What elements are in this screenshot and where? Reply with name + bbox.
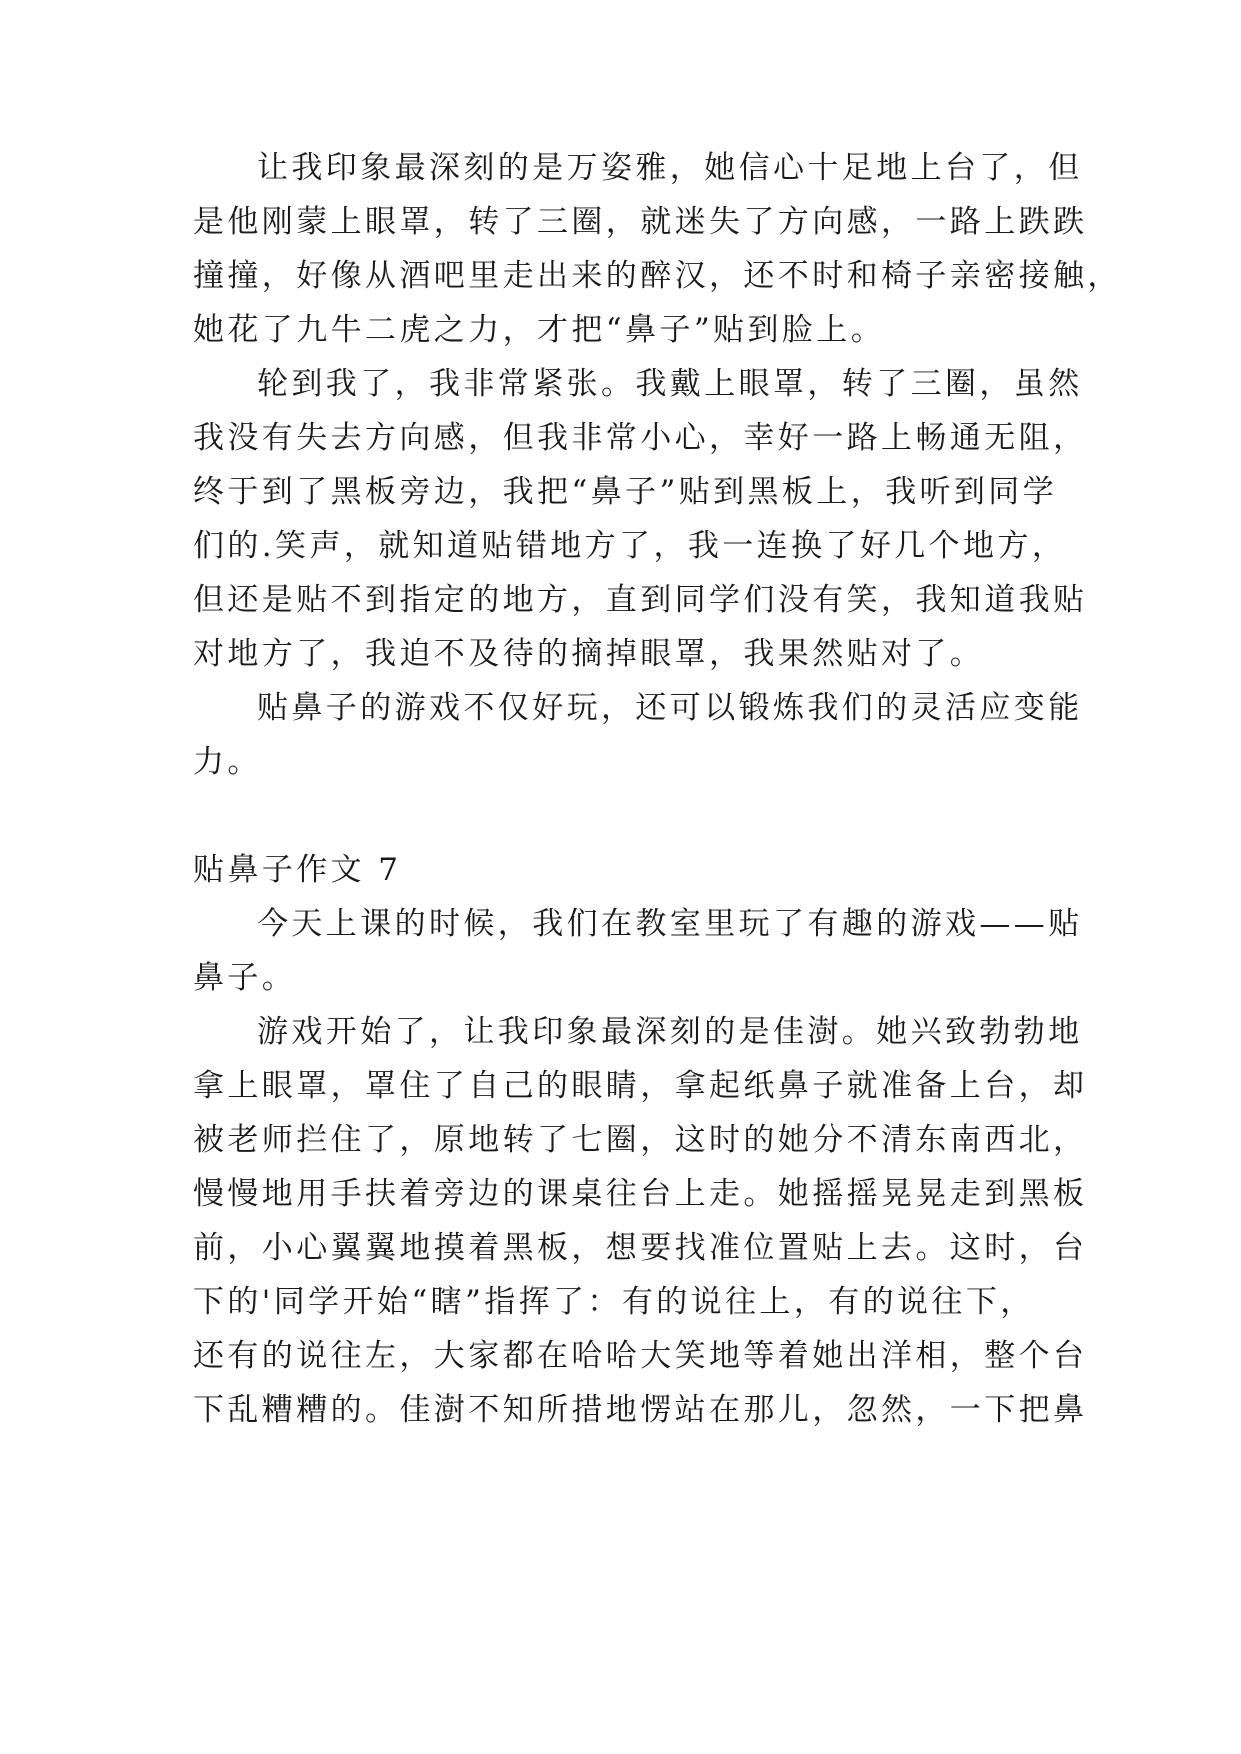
paragraph-line: 下乱糟糟的。佳澍不知所措地愣站在那儿，忽然，一下把鼻 xyxy=(193,1392,1088,1428)
paragraph-line: 下的'同学开始“瞎”指挥了：有的说往上，有的说往下， xyxy=(193,1284,1035,1320)
section-title: 贴鼻子作文 7 xyxy=(193,852,402,888)
paragraph-line: 但还是贴不到指定的地方，直到同学们没有笑，我知道我贴 xyxy=(193,582,1088,618)
paragraph-line: 贴鼻子的游戏不仅好玩，还可以锻炼我们的灵活应变能 xyxy=(257,690,1083,726)
paragraph-line: 今天上课的时候，我们在教室里玩了有趣的游戏——贴 xyxy=(257,906,1083,942)
paragraph-line: 让我印象最深刻的是万姿雅，她信心十足地上台了，但 xyxy=(257,150,1083,186)
paragraph-line: 是他刚蒙上眼罩，转了三圈，就迷失了方向感，一路上跌跌 xyxy=(193,204,1088,240)
paragraph-line: 她花了九牛二虎之力，才把“鼻子”贴到脸上。 xyxy=(193,312,886,348)
paragraph-line: 们的.笑声，就知道贴错地方了，我一连换了好几个地方， xyxy=(193,528,1067,564)
paragraph-line: 力。 xyxy=(193,744,262,780)
paragraph-line: 终于到了黑板旁边，我把“鼻子”贴到黑板上，我听到同学 xyxy=(193,474,1058,510)
paragraph-line: 拿上眼罩，罩住了自己的眼睛，拿起纸鼻子就准备上台，却 xyxy=(193,1068,1088,1104)
paragraph-line: 鼻子。 xyxy=(193,960,297,996)
paragraph-line: 撞撞，好像从酒吧里走出来的醉汉，还不时和椅子亲密接触， xyxy=(193,258,1122,294)
paragraph-line: 轮到我了，我非常紧张。我戴上眼罩，转了三圈，虽然 xyxy=(257,366,1083,402)
paragraph-line: 游戏开始了，让我印象最深刻的是佳澍。她兴致勃勃地 xyxy=(257,1014,1083,1050)
paragraph-line: 被老师拦住了，原地转了七圈，这时的她分不清东南西北， xyxy=(193,1122,1088,1158)
paragraph-line: 还有的说往左，大家都在哈哈大笑地等着她出洋相，整个台 xyxy=(193,1338,1088,1374)
paragraph-line: 我没有失去方向感，但我非常小心，幸好一路上畅通无阻， xyxy=(193,420,1088,456)
paragraph-line: 慢慢地用手扶着旁边的课桌往台上走。她摇摇晃晃走到黑板 xyxy=(193,1176,1088,1212)
paragraph-line: 前，小心翼翼地摸着黑板，想要找准位置贴上去。这时，台 xyxy=(193,1230,1088,1266)
paragraph-line: 对地方了，我迫不及待的摘掉眼罩，我果然贴对了。 xyxy=(193,636,985,672)
